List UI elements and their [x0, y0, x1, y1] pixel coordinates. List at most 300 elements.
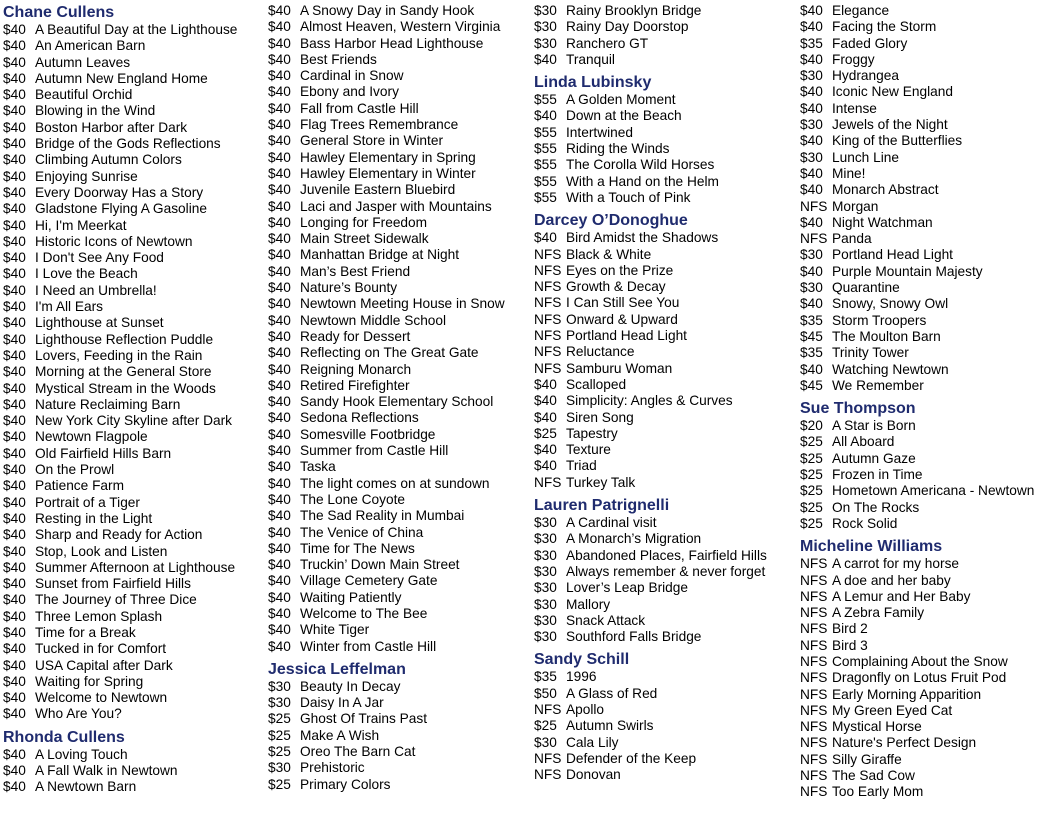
artwork-row [268, 231, 505, 247]
artwork-row [268, 182, 505, 198]
artwork-row [800, 638, 1034, 654]
artwork-row [3, 658, 237, 674]
artwork-row [3, 495, 237, 511]
artwork-price: $40 [3, 510, 26, 526]
artwork-row [268, 711, 505, 727]
artwork-title: Retired Firefighter [300, 377, 410, 393]
artwork-price: $40 [800, 214, 823, 230]
artwork-row [534, 36, 767, 52]
artwork-row [800, 752, 1034, 768]
artwork-row [534, 328, 767, 344]
artwork-price: $40 [800, 182, 823, 198]
artwork-title: Bird 2 [832, 621, 868, 637]
artwork-row [268, 573, 505, 589]
artwork-row [3, 315, 237, 331]
list-column-1 [3, 3, 237, 796]
artwork-price: NFS [534, 750, 562, 766]
artwork-price: $40 [268, 280, 291, 296]
artwork-title: Portland Head Light [566, 328, 687, 344]
artwork-title: Lighthouse at Sunset [35, 315, 164, 331]
artwork-title: Nature Reclaiming Barn [35, 396, 181, 412]
artwork-row [268, 117, 505, 133]
artwork-title: A Golden Moment [566, 92, 676, 108]
artwork-price: NFS [534, 311, 562, 327]
artwork-price: $40 [3, 152, 26, 168]
artwork-row [268, 52, 505, 68]
artwork-price: $40 [268, 165, 291, 181]
artwork-title: Gladstone Flying A Gasoline [35, 201, 207, 217]
artwork-row [534, 377, 767, 393]
artwork-row [534, 108, 767, 124]
artwork-price: $30 [534, 547, 557, 563]
artwork-price: $40 [268, 3, 291, 18]
artwork-row [800, 573, 1034, 589]
artwork-title: Old Fairfield Hills Barn [35, 445, 172, 461]
artwork-title: Truckin’ Down Main Street [300, 557, 460, 573]
artwork-price: $30 [534, 515, 557, 531]
artwork-title: Nature's Perfect Design [832, 735, 977, 751]
artwork-price: $40 [3, 641, 26, 657]
artwork-title: Bridge of the Gods Reflections [35, 136, 221, 152]
artwork-price: NFS [534, 360, 562, 376]
artwork-row [3, 348, 237, 364]
artwork-price: $40 [268, 68, 291, 84]
artwork-title: Sedona Reflections [300, 410, 419, 426]
artwork-row [268, 247, 505, 263]
artwork-title: Silly Giraffe [832, 751, 902, 767]
artwork-price: $40 [800, 133, 823, 149]
artwork-row [3, 706, 237, 722]
artwork-price: $55 [534, 124, 557, 140]
artwork-row [800, 133, 1034, 149]
artwork-price: $40 [3, 559, 26, 575]
artwork-row [3, 22, 237, 38]
artwork-row [534, 531, 767, 547]
artwork-title: With a Touch of Pink [566, 189, 691, 205]
artwork-title: Panda [832, 231, 872, 247]
artwork-price: $45 [800, 328, 823, 344]
artwork-title: Ebony and Ivory [300, 84, 399, 100]
artwork-row [800, 516, 1034, 532]
artwork-title: Onward & Upward [566, 311, 678, 327]
artwork-title: Welcome to Newtown [35, 690, 168, 706]
artwork-row [534, 247, 767, 263]
artwork-title: Enjoying Sunrise [35, 168, 138, 184]
artwork-price: $35 [800, 35, 823, 51]
artwork-title: Quarantine [832, 280, 900, 296]
artwork-title: Night Watchman [832, 214, 933, 230]
artwork-row [534, 580, 767, 596]
artwork-row [3, 38, 237, 54]
artwork-row [534, 157, 767, 173]
artwork-price: $40 [3, 250, 26, 266]
artwork-row [268, 728, 505, 744]
artwork-title: Stop, Look and Listen [35, 543, 168, 559]
artwork-title: Make A Wish [300, 727, 380, 743]
artwork-title: Who Are You? [35, 706, 122, 722]
artwork-price: $40 [800, 361, 823, 377]
artwork-row [534, 686, 767, 702]
artwork-title: Prehistoric [300, 760, 365, 776]
artist-name: Linda Lubinsky [534, 74, 652, 92]
artwork-price: $40 [268, 117, 291, 133]
artwork-price: $30 [800, 280, 823, 296]
artwork-title: Portland Head Light [832, 247, 953, 263]
artwork-price: $30 [534, 580, 557, 596]
artwork-title: Resting in the Light [35, 510, 153, 526]
artwork-price: $40 [3, 706, 26, 722]
artwork-title: Iconic New England [832, 84, 953, 100]
artwork-title: The Sad Cow [832, 768, 915, 784]
artwork-title: The Journey of Three Dice [35, 592, 197, 608]
artwork-price: $50 [534, 685, 557, 701]
artwork-price: $40 [268, 410, 291, 426]
artwork-price: NFS [534, 262, 562, 278]
artwork-row [268, 525, 505, 541]
artwork-row [3, 397, 237, 413]
artwork-title: A Star is Born [832, 418, 916, 434]
artwork-title: Apollo [566, 701, 605, 717]
artwork-row [800, 52, 1034, 68]
artwork-price: NFS [534, 328, 562, 344]
artwork-title: A Loving Touch [35, 746, 128, 762]
artwork-title: Reflecting on The Great Gate [300, 345, 479, 361]
artwork-price: NFS [800, 670, 828, 686]
artwork-price: $40 [3, 347, 26, 363]
artwork-row [534, 312, 767, 328]
artwork-title: Facing the Storm [832, 19, 937, 35]
artwork-row [268, 492, 505, 508]
artwork-price: $40 [268, 622, 291, 638]
artwork-row [534, 230, 767, 246]
artwork-price: $25 [268, 776, 291, 792]
artwork-price: $40 [268, 345, 291, 361]
artwork-price: $30 [800, 149, 823, 165]
artwork-title: Tranquil [566, 51, 615, 67]
artwork-title: Hometown Americana - Newtown [832, 483, 1035, 499]
artwork-title: Hydrangea [832, 68, 899, 84]
artwork-row [3, 120, 237, 136]
artwork-row [534, 125, 767, 141]
artwork-row [3, 250, 237, 266]
artwork-row [268, 84, 505, 100]
artwork-row [3, 299, 237, 315]
artwork-title: Winter from Castle Hill [300, 638, 437, 654]
artwork-price: $30 [534, 629, 557, 645]
artwork-price: $40 [3, 103, 26, 119]
artwork-title: The Venice of China [300, 524, 424, 540]
artwork-price: $40 [3, 527, 26, 543]
artwork-title: Mystical Stream in the Woods [35, 380, 216, 396]
artwork-price: $40 [268, 198, 291, 214]
artwork-row [534, 702, 767, 718]
artwork-row [3, 283, 237, 299]
artwork-title: Watching Newtown [832, 361, 949, 377]
artwork-row [3, 763, 237, 779]
artwork-price: NFS [800, 198, 828, 214]
artwork-row [3, 413, 237, 429]
artwork-title: A Glass of Red [566, 685, 658, 701]
artwork-title: I Love the Beach [35, 266, 138, 282]
artwork-price: $40 [268, 361, 291, 377]
artwork-price: $40 [268, 247, 291, 263]
artwork-title: An American Barn [35, 38, 146, 54]
artwork-title: Eyes on the Prize [566, 262, 674, 278]
artwork-price: $40 [3, 608, 26, 624]
artwork-price: $30 [268, 760, 291, 776]
artwork-title: Lunch Line [832, 149, 899, 165]
artwork-title: Summer from Castle Hill [300, 443, 449, 459]
artwork-price: $40 [268, 377, 291, 393]
artwork-title: Flag Trees Remembrance [300, 117, 459, 133]
artwork-price: $40 [3, 364, 26, 380]
artwork-title: A Snowy Day in Sandy Hook [300, 3, 475, 18]
artwork-row [534, 515, 767, 531]
artwork-price: $40 [3, 576, 26, 592]
artwork-row [268, 410, 505, 426]
artwork-title: All Aboard [832, 434, 895, 450]
artwork-row [534, 669, 767, 685]
artwork-title: Autumn New England Home [35, 70, 208, 86]
artwork-price: $40 [3, 38, 26, 54]
artwork-row [3, 169, 237, 185]
artwork-row [534, 263, 767, 279]
artist-name: Sandy Schill [534, 651, 630, 669]
artwork-title: Manhattan Bridge at Night [300, 247, 460, 263]
artwork-row [534, 629, 767, 645]
artwork-title: Climbing Autumn Colors [35, 152, 182, 168]
artwork-price: $40 [3, 331, 26, 347]
artwork-title: Reluctance [566, 344, 635, 360]
artwork-price: $40 [3, 396, 26, 412]
artwork-price: $40 [3, 763, 26, 779]
artwork-row [3, 234, 237, 250]
artwork-row [268, 68, 505, 84]
artwork-title: Lovers, Feeding in the Rain [35, 347, 203, 363]
artwork-title: Mallory [566, 596, 611, 612]
artwork-price: NFS [534, 246, 562, 262]
artist-section [800, 537, 1034, 800]
artwork-title: Triad [566, 458, 597, 474]
artwork-price: $40 [3, 136, 26, 152]
artwork-row [268, 679, 505, 695]
artwork-title: Tapestry [566, 425, 618, 441]
artwork-price: NFS [534, 701, 562, 717]
artwork-title: Riding the Winds [566, 141, 670, 157]
artist-section [534, 650, 767, 783]
artwork-row [268, 3, 505, 19]
artwork-row [534, 19, 767, 35]
artwork-title: Black & White [566, 246, 652, 262]
artwork-price: $40 [800, 19, 823, 35]
artwork-row [268, 133, 505, 149]
artwork-title: Three Lemon Splash [35, 608, 163, 624]
artist-name: Darcey O’Donoghue [534, 212, 688, 230]
artist-name: Rhonda Cullens [3, 728, 125, 746]
artwork-row [268, 313, 505, 329]
artwork-price: $25 [800, 467, 823, 483]
artwork-title: White Tiger [300, 622, 370, 638]
artwork-row [3, 560, 237, 576]
artwork-row [534, 3, 767, 19]
artwork-row [800, 280, 1034, 296]
artwork-title: I Need an Umbrella! [35, 282, 157, 298]
artwork-title: Beauty In Decay [300, 678, 401, 694]
artwork-row [800, 199, 1034, 215]
artwork-row [800, 784, 1034, 800]
artwork-row [268, 329, 505, 345]
artwork-price: $40 [268, 328, 291, 344]
artwork-title: Primary Colors [300, 776, 391, 792]
artwork-price: NFS [800, 572, 828, 588]
artwork-title: On The Rocks [832, 499, 920, 515]
artwork-title: Samburu Woman [566, 360, 673, 376]
artwork-row [800, 166, 1034, 182]
artwork-title: Lighthouse Reflection Puddle [35, 331, 214, 347]
artwork-row [800, 768, 1034, 784]
artwork-title: Ready for Dessert [300, 328, 411, 344]
artwork-title: Nature’s Bounty [300, 280, 398, 296]
artwork-price: $25 [268, 727, 291, 743]
artwork-price: $40 [3, 184, 26, 200]
artwork-price: $55 [534, 189, 557, 205]
artwork-title: Mine! [832, 165, 866, 181]
artwork-title: Laci and Jasper with Mountains [300, 198, 492, 214]
artwork-price: $40 [268, 589, 291, 605]
artwork-title: Somesville Footbridge [300, 426, 436, 442]
artwork-title: 1996 [566, 669, 597, 685]
artwork-title: A Newtown Barn [35, 779, 137, 795]
artwork-row [268, 215, 505, 231]
artwork-price: NFS [800, 556, 828, 572]
artwork-title: Frozen in Time [832, 467, 923, 483]
artwork-title: Texture [566, 442, 611, 458]
artwork-title: Taska [300, 459, 336, 475]
artwork-price: $40 [3, 657, 26, 673]
artwork-title: Patience Farm [35, 478, 125, 494]
artwork-row [268, 264, 505, 280]
artwork-title: On the Prowl [35, 462, 115, 478]
artwork-row [800, 670, 1034, 686]
artwork-price: $25 [800, 450, 823, 466]
artwork-title: Waiting Patiently [300, 589, 402, 605]
artwork-price: $40 [3, 445, 26, 461]
artist-name: Jessica Leffelman [268, 660, 406, 678]
artwork-title: Early Morning Apparition [832, 686, 982, 702]
artwork-price: NFS [534, 344, 562, 360]
artwork-price: $30 [534, 35, 557, 51]
artist-section [534, 3, 767, 68]
artist-section [268, 3, 505, 655]
artwork-price: $40 [800, 263, 823, 279]
artwork-price: $40 [268, 51, 291, 67]
artwork-price: $30 [534, 612, 557, 628]
artwork-price: $40 [3, 201, 26, 217]
artwork-price: $40 [268, 100, 291, 116]
artwork-price: $40 [3, 282, 26, 298]
artwork-price: NFS [800, 751, 828, 767]
artwork-title: Portrait of a Tiger [35, 494, 140, 510]
artwork-row [800, 19, 1034, 35]
artwork-row [268, 101, 505, 117]
artwork-row [3, 747, 237, 763]
artwork-title: Reigning Monarch [300, 361, 412, 377]
artwork-title: Autumn Swirls [566, 718, 654, 734]
artwork-row [268, 36, 505, 52]
artwork-price: $40 [268, 231, 291, 247]
artwork-price: $40 [268, 605, 291, 621]
artwork-row [3, 136, 237, 152]
artwork-price: $40 [3, 478, 26, 494]
artwork-row [800, 215, 1034, 231]
artwork-price: $40 [3, 119, 26, 135]
artwork-price: $40 [268, 524, 291, 540]
artwork-price: $40 [3, 54, 26, 70]
artist-section [268, 660, 505, 793]
artwork-price: $40 [800, 51, 823, 67]
artwork-title: Complaining About the Snow [832, 653, 1008, 669]
artwork-row [3, 674, 237, 690]
artwork-title: Welcome to The Bee [300, 605, 428, 621]
artwork-title: Ranchero GT [566, 35, 649, 51]
artwork-row [268, 622, 505, 638]
artwork-row [534, 458, 767, 474]
artwork-title: Main Street Sidewalk [300, 231, 429, 247]
artwork-price: $40 [3, 168, 26, 184]
artwork-row [268, 199, 505, 215]
artwork-price: $40 [268, 263, 291, 279]
artwork-row [3, 185, 237, 201]
artwork-price: $40 [3, 233, 26, 249]
artwork-title: Growth & Decay [566, 279, 666, 295]
artwork-title: Intertwined [566, 124, 633, 140]
artwork-price: $40 [3, 494, 26, 510]
artwork-price: $40 [268, 426, 291, 442]
artwork-price: $25 [268, 711, 291, 727]
artwork-row [3, 332, 237, 348]
artwork-row [800, 313, 1034, 329]
artwork-row [268, 777, 505, 793]
artwork-title: Newtown Middle School [300, 312, 447, 328]
artwork-price: $40 [3, 592, 26, 608]
artwork-price: $40 [268, 182, 291, 198]
artwork-row [268, 394, 505, 410]
artwork-row [534, 92, 767, 108]
artwork-row [534, 735, 767, 751]
artwork-row [3, 690, 237, 706]
artwork-title: Longing for Freedom [300, 214, 428, 230]
artwork-price: $40 [800, 3, 823, 18]
artwork-title: Time for The News [300, 540, 415, 556]
artwork-row [800, 231, 1034, 247]
artwork-row [800, 329, 1034, 345]
artwork-price: $55 [534, 92, 557, 108]
artwork-price: $25 [800, 434, 823, 450]
artwork-row [800, 687, 1034, 703]
artwork-price: NFS [800, 686, 828, 702]
artwork-price: $40 [3, 413, 26, 429]
artwork-price: $45 [800, 377, 823, 393]
artwork-price: $25 [534, 425, 557, 441]
artwork-price: $40 [3, 690, 26, 706]
artwork-price: $40 [3, 624, 26, 640]
artwork-title: Morning at the General Store [35, 364, 212, 380]
artwork-row [3, 152, 237, 168]
artwork-price: $40 [800, 296, 823, 312]
artwork-title: Sharp and Ready for Action [35, 527, 203, 543]
artwork-price: $35 [800, 312, 823, 328]
artwork-price: $40 [268, 508, 291, 524]
